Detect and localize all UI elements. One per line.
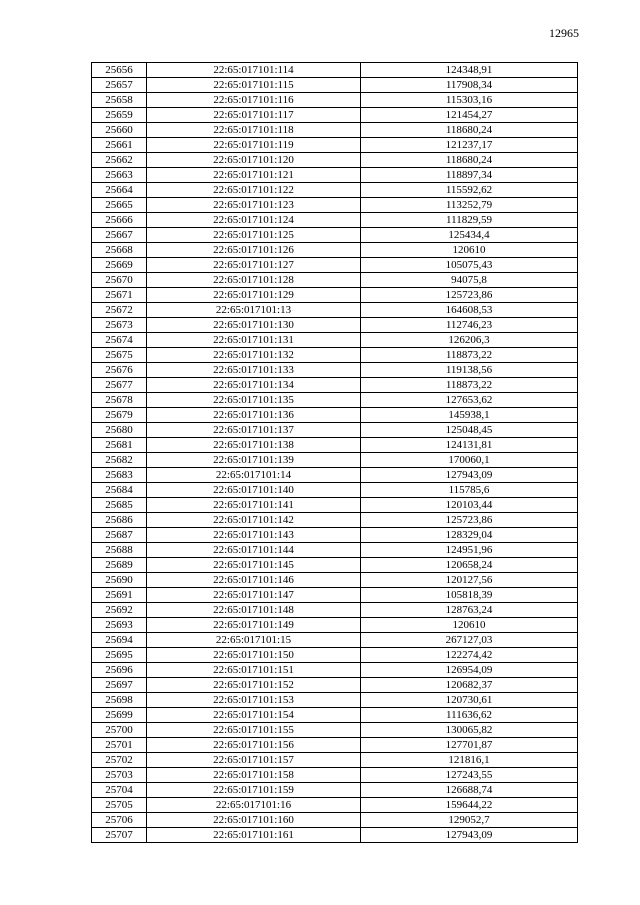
cadastral-number-cell: 22:65:017101:134 bbox=[147, 378, 361, 393]
table-row bbox=[92, 168, 578, 183]
row-number-cell: 25705 bbox=[92, 798, 147, 813]
table-row bbox=[92, 693, 578, 708]
row-number-cell: 25706 bbox=[92, 813, 147, 828]
cadastral-value-cell: 124131,81 bbox=[361, 438, 578, 453]
cadastral-number-cell: 22:65:017101:155 bbox=[147, 723, 361, 738]
cadastral-number-cell: 22:65:017101:130 bbox=[147, 318, 361, 333]
table-row bbox=[92, 93, 578, 108]
row-number-cell: 25679 bbox=[92, 408, 147, 423]
cadastral-number-cell: 22:65:017101:117 bbox=[147, 108, 361, 123]
cadastral-value-cell: 118873,22 bbox=[361, 378, 578, 393]
cadastral-value-cell: 125048,45 bbox=[361, 423, 578, 438]
row-number-cell: 25663 bbox=[92, 168, 147, 183]
cadastral-value-cell: 127653,62 bbox=[361, 393, 578, 408]
page-number: 12965 bbox=[549, 26, 579, 40]
row-number-cell: 25658 bbox=[92, 93, 147, 108]
table-row bbox=[92, 78, 578, 93]
cadastral-value-cell: 120682,37 bbox=[361, 678, 578, 693]
cadastral-value-cell: 121237,17 bbox=[361, 138, 578, 153]
cadastral-number-cell: 22:65:017101:124 bbox=[147, 213, 361, 228]
row-number-cell: 25700 bbox=[92, 723, 147, 738]
table-row bbox=[92, 768, 578, 783]
cadastral-number-cell: 22:65:017101:152 bbox=[147, 678, 361, 693]
table-row bbox=[92, 588, 578, 603]
table-row bbox=[92, 468, 578, 483]
cadastral-value-cell: 118680,24 bbox=[361, 123, 578, 138]
cadastral-number-cell: 22:65:017101:125 bbox=[147, 228, 361, 243]
table-row bbox=[92, 573, 578, 588]
table-row bbox=[92, 138, 578, 153]
cadastral-value-cell: 120658,24 bbox=[361, 558, 578, 573]
cadastral-number-cell: 22:65:017101:126 bbox=[147, 243, 361, 258]
cadastral-value-cell: 111829,59 bbox=[361, 213, 578, 228]
cadastral-value-cell: 113252,79 bbox=[361, 198, 578, 213]
table-row bbox=[92, 393, 578, 408]
cadastral-value-cell: 159644,22 bbox=[361, 798, 578, 813]
table-row bbox=[92, 633, 578, 648]
cadastral-number-cell: 22:65:017101:148 bbox=[147, 603, 361, 618]
cadastral-value-cell: 119138,56 bbox=[361, 363, 578, 378]
row-number-cell: 25693 bbox=[92, 618, 147, 633]
cadastral-number-cell: 22:65:017101:136 bbox=[147, 408, 361, 423]
cadastral-number-cell: 22:65:017101:132 bbox=[147, 348, 361, 363]
row-number-cell: 25664 bbox=[92, 183, 147, 198]
cadastral-number-cell: 22:65:017101:122 bbox=[147, 183, 361, 198]
cadastral-number-cell: 22:65:017101:135 bbox=[147, 393, 361, 408]
cadastral-value-cell: 120127,56 bbox=[361, 573, 578, 588]
table-row bbox=[92, 258, 578, 273]
cadastral-value-cell: 127701,87 bbox=[361, 738, 578, 753]
cadastral-value-cell: 126688,74 bbox=[361, 783, 578, 798]
table-row bbox=[92, 813, 578, 828]
cadastral-value-cell: 120103,44 bbox=[361, 498, 578, 513]
row-number-cell: 25702 bbox=[92, 753, 147, 768]
row-number-cell: 25667 bbox=[92, 228, 147, 243]
cadastral-value-cell: 129052,7 bbox=[361, 813, 578, 828]
cadastral-number-cell: 22:65:017101:13 bbox=[147, 303, 361, 318]
cadastral-number-cell: 22:65:017101:139 bbox=[147, 453, 361, 468]
row-number-cell: 25672 bbox=[92, 303, 147, 318]
table-row bbox=[92, 108, 578, 123]
row-number-cell: 25660 bbox=[92, 123, 147, 138]
table-row bbox=[92, 288, 578, 303]
row-number-cell: 25697 bbox=[92, 678, 147, 693]
cadastral-value-cell: 170060,1 bbox=[361, 453, 578, 468]
cadastral-number-cell: 22:65:017101:160 bbox=[147, 813, 361, 828]
cadastral-value-cell: 125434,4 bbox=[361, 228, 578, 243]
cadastral-value-cell: 112746,23 bbox=[361, 318, 578, 333]
cadastral-number-cell: 22:65:017101:157 bbox=[147, 753, 361, 768]
table-row bbox=[92, 648, 578, 663]
row-number-cell: 25659 bbox=[92, 108, 147, 123]
cadastral-number-cell: 22:65:017101:133 bbox=[147, 363, 361, 378]
row-number-cell: 25668 bbox=[92, 243, 147, 258]
cadastral-number-cell: 22:65:017101:131 bbox=[147, 333, 361, 348]
cadastral-number-cell: 22:65:017101:14 bbox=[147, 468, 361, 483]
cadastral-number-cell: 22:65:017101:143 bbox=[147, 528, 361, 543]
row-number-cell: 25689 bbox=[92, 558, 147, 573]
cadastral-number-cell: 22:65:017101:145 bbox=[147, 558, 361, 573]
row-number-cell: 25684 bbox=[92, 483, 147, 498]
cadastral-value-cell: 126206,3 bbox=[361, 333, 578, 348]
table-row bbox=[92, 483, 578, 498]
row-number-cell: 25680 bbox=[92, 423, 147, 438]
table-row bbox=[92, 528, 578, 543]
table-row bbox=[92, 213, 578, 228]
cadastral-number-cell: 22:65:017101:147 bbox=[147, 588, 361, 603]
cadastral-value-cell: 120610 bbox=[361, 618, 578, 633]
row-number-cell: 25681 bbox=[92, 438, 147, 453]
table-row bbox=[92, 798, 578, 813]
cadastral-value-cell: 125723,86 bbox=[361, 288, 578, 303]
cadastral-value-cell: 164608,53 bbox=[361, 303, 578, 318]
cadastral-number-cell: 22:65:017101:118 bbox=[147, 123, 361, 138]
cadastral-value-cell: 115592,62 bbox=[361, 183, 578, 198]
cadastral-number-cell: 22:65:017101:149 bbox=[147, 618, 361, 633]
table-row bbox=[92, 498, 578, 513]
cadastral-number-cell: 22:65:017101:123 bbox=[147, 198, 361, 213]
row-number-cell: 25675 bbox=[92, 348, 147, 363]
table-row bbox=[92, 603, 578, 618]
cadastral-number-cell: 22:65:017101:129 bbox=[147, 288, 361, 303]
cadastral-number-cell: 22:65:017101:158 bbox=[147, 768, 361, 783]
table-row bbox=[92, 153, 578, 168]
cadastral-number-cell: 22:65:017101:140 bbox=[147, 483, 361, 498]
row-number-cell: 25682 bbox=[92, 453, 147, 468]
cadastral-value-cell: 127943,09 bbox=[361, 468, 578, 483]
cadastral-number-cell: 22:65:017101:137 bbox=[147, 423, 361, 438]
cadastral-value-cell: 118873,22 bbox=[361, 348, 578, 363]
row-number-cell: 25665 bbox=[92, 198, 147, 213]
row-number-cell: 25676 bbox=[92, 363, 147, 378]
row-number-cell: 25704 bbox=[92, 783, 147, 798]
row-number-cell: 25678 bbox=[92, 393, 147, 408]
table-row bbox=[92, 558, 578, 573]
cadastral-number-cell: 22:65:017101:16 bbox=[147, 798, 361, 813]
row-number-cell: 25707 bbox=[92, 828, 147, 843]
cadastral-value-cell: 111636,62 bbox=[361, 708, 578, 723]
cadastral-number-cell: 22:65:017101:156 bbox=[147, 738, 361, 753]
row-number-cell: 25674 bbox=[92, 333, 147, 348]
cadastral-number-cell: 22:65:017101:154 bbox=[147, 708, 361, 723]
cadastral-number-cell: 22:65:017101:116 bbox=[147, 93, 361, 108]
table-row bbox=[92, 333, 578, 348]
cadastral-value-cell: 124951,96 bbox=[361, 543, 578, 558]
table-row bbox=[92, 318, 578, 333]
table-row bbox=[92, 423, 578, 438]
cadastral-value-cell: 128329,04 bbox=[361, 528, 578, 543]
cadastral-number-cell: 22:65:017101:127 bbox=[147, 258, 361, 273]
table-body bbox=[92, 63, 578, 843]
table-row bbox=[92, 828, 578, 843]
cadastral-value-cell: 105818,39 bbox=[361, 588, 578, 603]
row-number-cell: 25673 bbox=[92, 318, 147, 333]
cadastral-value-cell: 115303,16 bbox=[361, 93, 578, 108]
row-number-cell: 25695 bbox=[92, 648, 147, 663]
cadastral-number-cell: 22:65:017101:128 bbox=[147, 273, 361, 288]
row-number-cell: 25696 bbox=[92, 663, 147, 678]
cadastral-value-cell: 267127,03 bbox=[361, 633, 578, 648]
row-number-cell: 25692 bbox=[92, 603, 147, 618]
cadastral-number-cell: 22:65:017101:115 bbox=[147, 78, 361, 93]
row-number-cell: 25657 bbox=[92, 78, 147, 93]
table-row bbox=[92, 123, 578, 138]
cadastral-number-cell: 22:65:017101:153 bbox=[147, 693, 361, 708]
row-number-cell: 25671 bbox=[92, 288, 147, 303]
table-row bbox=[92, 63, 578, 78]
cadastral-number-cell: 22:65:017101:159 bbox=[147, 783, 361, 798]
cadastral-number-cell: 22:65:017101:161 bbox=[147, 828, 361, 843]
cadastral-value-cell: 128763,24 bbox=[361, 603, 578, 618]
cadastral-value-cell: 118680,24 bbox=[361, 153, 578, 168]
row-number-cell: 25661 bbox=[92, 138, 147, 153]
cadastral-number-cell: 22:65:017101:120 bbox=[147, 153, 361, 168]
cadastral-number-cell: 22:65:017101:144 bbox=[147, 543, 361, 558]
table-row bbox=[92, 363, 578, 378]
cadastral-value-cell: 127943,09 bbox=[361, 828, 578, 843]
table-row bbox=[92, 543, 578, 558]
table-row bbox=[92, 708, 578, 723]
row-number-cell: 25688 bbox=[92, 543, 147, 558]
row-number-cell: 25677 bbox=[92, 378, 147, 393]
cadastral-value-cell: 105075,43 bbox=[361, 258, 578, 273]
cadastral-value-cell: 125723,86 bbox=[361, 513, 578, 528]
cadastral-number-cell: 22:65:017101:114 bbox=[147, 63, 361, 78]
cadastral-value-cell: 121454,27 bbox=[361, 108, 578, 123]
row-number-cell: 25669 bbox=[92, 258, 147, 273]
table-row bbox=[92, 348, 578, 363]
table-row bbox=[92, 723, 578, 738]
table-row bbox=[92, 303, 578, 318]
cadastral-value-cell: 94075,8 bbox=[361, 273, 578, 288]
table-row bbox=[92, 618, 578, 633]
row-number-cell: 25686 bbox=[92, 513, 147, 528]
cadastral-number-cell: 22:65:017101:151 bbox=[147, 663, 361, 678]
row-number-cell: 25670 bbox=[92, 273, 147, 288]
row-number-cell: 25694 bbox=[92, 633, 147, 648]
cadastral-number-cell: 22:65:017101:119 bbox=[147, 138, 361, 153]
cadastral-number-cell: 22:65:017101:150 bbox=[147, 648, 361, 663]
row-number-cell: 25699 bbox=[92, 708, 147, 723]
table-row bbox=[92, 678, 578, 693]
table-row bbox=[92, 753, 578, 768]
table-row bbox=[92, 243, 578, 258]
cadastral-value-cell: 121816,1 bbox=[361, 753, 578, 768]
table-row bbox=[92, 453, 578, 468]
cadastral-number-cell: 22:65:017101:138 bbox=[147, 438, 361, 453]
cadastral-value-cell: 118897,34 bbox=[361, 168, 578, 183]
cadastral-value-cell: 115785,6 bbox=[361, 483, 578, 498]
cadastral-table bbox=[91, 62, 578, 843]
table-row bbox=[92, 228, 578, 243]
table-row bbox=[92, 513, 578, 528]
row-number-cell: 25701 bbox=[92, 738, 147, 753]
row-number-cell: 25691 bbox=[92, 588, 147, 603]
table-row bbox=[92, 783, 578, 798]
cadastral-value-cell: 145938,1 bbox=[361, 408, 578, 423]
cadastral-value-cell: 120730,61 bbox=[361, 693, 578, 708]
table-row bbox=[92, 273, 578, 288]
table-row bbox=[92, 378, 578, 393]
cadastral-value-cell: 130065,82 bbox=[361, 723, 578, 738]
cadastral-number-cell: 22:65:017101:141 bbox=[147, 498, 361, 513]
cadastral-value-cell: 127243,55 bbox=[361, 768, 578, 783]
row-number-cell: 25703 bbox=[92, 768, 147, 783]
table-row bbox=[92, 408, 578, 423]
table-row bbox=[92, 438, 578, 453]
table-row bbox=[92, 183, 578, 198]
row-number-cell: 25698 bbox=[92, 693, 147, 708]
cadastral-value-cell: 122274,42 bbox=[361, 648, 578, 663]
table-row bbox=[92, 663, 578, 678]
cadastral-value-cell: 120610 bbox=[361, 243, 578, 258]
cadastral-value-cell: 117908,34 bbox=[361, 78, 578, 93]
row-number-cell: 25690 bbox=[92, 573, 147, 588]
row-number-cell: 25683 bbox=[92, 468, 147, 483]
row-number-cell: 25662 bbox=[92, 153, 147, 168]
cadastral-number-cell: 22:65:017101:142 bbox=[147, 513, 361, 528]
cadastral-value-cell: 124348,91 bbox=[361, 63, 578, 78]
cadastral-number-cell: 22:65:017101:121 bbox=[147, 168, 361, 183]
row-number-cell: 25685 bbox=[92, 498, 147, 513]
cadastral-number-cell: 22:65:017101:146 bbox=[147, 573, 361, 588]
row-number-cell: 25687 bbox=[92, 528, 147, 543]
cadastral-value-cell: 126954,09 bbox=[361, 663, 578, 678]
row-number-cell: 25656 bbox=[92, 63, 147, 78]
table-row bbox=[92, 738, 578, 753]
cadastral-number-cell: 22:65:017101:15 bbox=[147, 633, 361, 648]
table-row bbox=[92, 198, 578, 213]
row-number-cell: 25666 bbox=[92, 213, 147, 228]
